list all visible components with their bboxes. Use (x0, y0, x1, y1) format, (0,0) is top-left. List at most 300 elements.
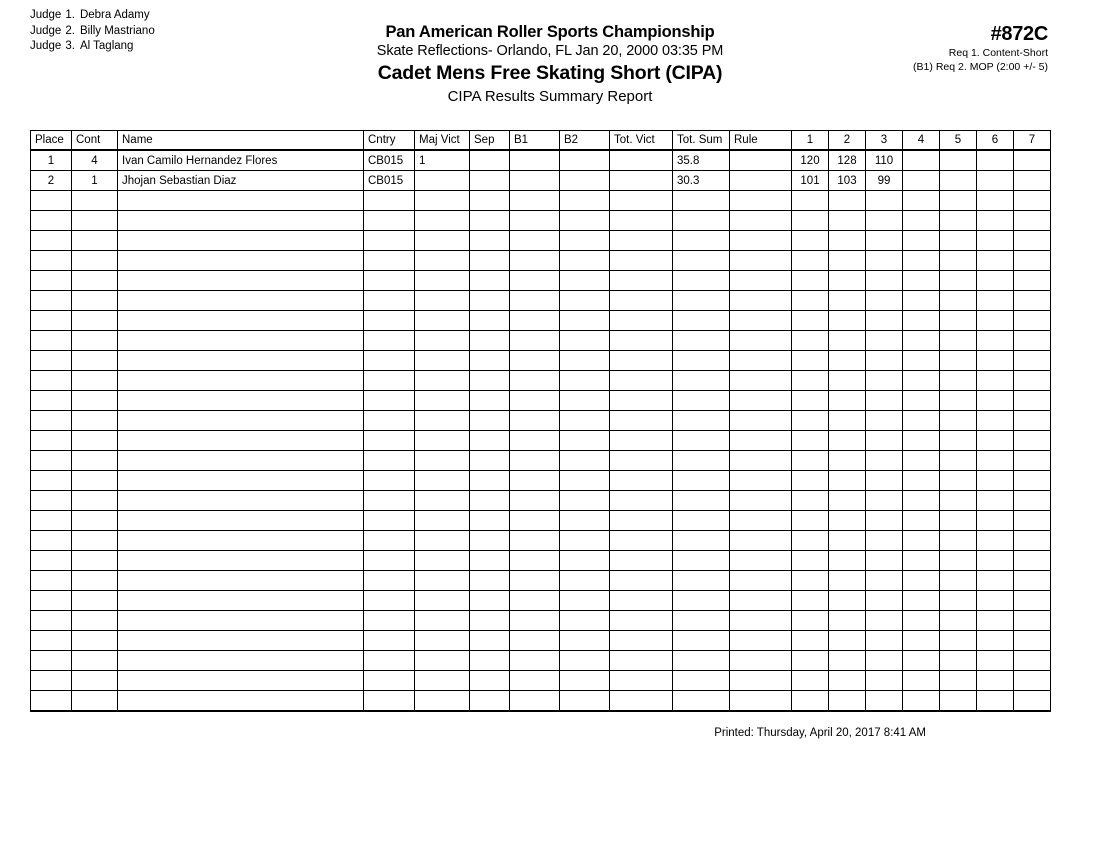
cell-empty (940, 691, 977, 712)
table-header-row (31, 131, 1051, 151)
cell-empty (792, 351, 829, 371)
cell-empty (72, 651, 118, 671)
cell-empty (118, 331, 364, 351)
cell-empty (610, 471, 673, 491)
cell-empty (31, 591, 72, 611)
cell-empty (977, 571, 1014, 591)
cell-empty (829, 231, 866, 251)
cell-empty (829, 411, 866, 431)
cell-empty (510, 351, 560, 371)
cell-empty (610, 571, 673, 591)
cell-empty (829, 291, 866, 311)
cell-empty (610, 311, 673, 331)
cell-empty (72, 631, 118, 651)
cell-sep (470, 171, 510, 191)
cell-empty (510, 631, 560, 651)
cell-empty (560, 631, 610, 651)
cell-empty (560, 311, 610, 331)
cell-empty (415, 211, 470, 231)
cell-empty (673, 391, 730, 411)
cell-empty (72, 191, 118, 211)
cell-empty (72, 591, 118, 611)
cell-empty (940, 331, 977, 351)
cell-empty (673, 631, 730, 651)
cell-empty (903, 551, 940, 571)
cell-empty (673, 331, 730, 351)
event-title: Pan American Roller Sports Championship (385, 23, 715, 41)
judge-label: Judge (30, 9, 62, 21)
cell-empty (415, 391, 470, 411)
table-row-empty (31, 471, 1051, 491)
cell-empty (829, 591, 866, 611)
venue-datetime-line: Skate Reflections- Orlando, FL Jan 20, 2000 03:35 PM (376, 43, 724, 59)
cell-empty (560, 671, 610, 691)
cell-empty (940, 471, 977, 491)
cell-empty (903, 671, 940, 691)
cell-empty (364, 651, 415, 671)
cell-empty (977, 511, 1014, 531)
cell-empty (903, 371, 940, 391)
cell-empty (1014, 431, 1051, 451)
cell-empty (72, 231, 118, 251)
cell-empty (31, 251, 72, 271)
cell-empty (903, 631, 940, 651)
cell-empty (510, 511, 560, 531)
cell-empty (940, 371, 977, 391)
cell-empty (560, 191, 610, 211)
table-row-empty (31, 691, 1051, 712)
cell-empty (673, 591, 730, 611)
cell-judge-7 (1014, 171, 1051, 191)
cell-empty (730, 471, 792, 491)
cell-empty (829, 691, 866, 712)
requirement-line (913, 60, 1048, 74)
column-header-maj-vict: Maj Vict (415, 131, 470, 151)
cell-empty (977, 291, 1014, 311)
cell-empty (364, 431, 415, 451)
cell-empty (610, 491, 673, 511)
cell-empty (510, 691, 560, 712)
cell-empty (1014, 471, 1051, 491)
cell-empty (364, 311, 415, 331)
judge-name: Debra Adamy (79, 9, 150, 21)
judge-number: 1. (65, 9, 75, 21)
cell-empty (977, 231, 1014, 251)
cell-empty (510, 371, 560, 391)
cell-empty (903, 391, 940, 411)
column-header-sep: Sep (470, 131, 510, 151)
table-row-empty (31, 651, 1051, 671)
cell-empty (730, 511, 792, 531)
cell-empty (792, 691, 829, 712)
cell-sep (470, 150, 510, 171)
cell-empty (829, 271, 866, 291)
cell-empty (560, 351, 610, 371)
cell-empty (730, 591, 792, 611)
cell-empty (730, 191, 792, 211)
cell-empty (977, 471, 1014, 491)
cell-empty (1014, 271, 1051, 291)
cell-empty (470, 511, 510, 531)
cell-b2 (560, 171, 610, 191)
cell-empty (470, 631, 510, 651)
cell-empty (866, 371, 903, 391)
cell-empty (560, 691, 610, 712)
cell-empty (673, 671, 730, 691)
cell-empty (118, 311, 364, 331)
cell-empty (510, 291, 560, 311)
cell-empty (903, 291, 940, 311)
cell-tot-sum: 30.3 (673, 171, 730, 191)
cell-empty (610, 551, 673, 571)
cell-empty (364, 331, 415, 351)
cell-empty (415, 631, 470, 651)
cell-empty (730, 311, 792, 331)
cell-empty (470, 391, 510, 411)
cell-judge-1: 120 (792, 150, 829, 171)
cell-empty (31, 231, 72, 251)
cell-empty (1014, 391, 1051, 411)
cell-empty (792, 591, 829, 611)
cell-empty (829, 191, 866, 211)
column-header-5: 5 (940, 131, 977, 151)
cell-empty (1014, 591, 1051, 611)
requirement-prefix: (B1) (913, 61, 933, 73)
requirement-text: Req 1. Content-Short (948, 47, 1048, 59)
cell-empty (866, 291, 903, 311)
cell-empty (510, 591, 560, 611)
cell-empty (673, 371, 730, 391)
cell-empty (829, 311, 866, 331)
cell-empty (118, 391, 364, 411)
cell-empty (364, 511, 415, 531)
cell-empty (1014, 531, 1051, 551)
cell-empty (118, 691, 364, 712)
cell-empty (1014, 551, 1051, 571)
cell-empty (364, 411, 415, 431)
cell-empty (364, 211, 415, 231)
cell-empty (730, 551, 792, 571)
cell-empty (364, 291, 415, 311)
cell-empty (866, 311, 903, 331)
cell-judge-6 (977, 150, 1014, 171)
column-header-cntry: Cntry (364, 131, 415, 151)
cell-empty (510, 411, 560, 431)
cell-empty (72, 671, 118, 691)
cell-empty (977, 431, 1014, 451)
cell-empty (560, 231, 610, 251)
cell-empty (72, 271, 118, 291)
cell-empty (31, 671, 72, 691)
cell-empty (415, 311, 470, 331)
cell-empty (1014, 231, 1051, 251)
cell-empty (31, 531, 72, 551)
cell-rule (730, 150, 792, 171)
cell-empty (903, 251, 940, 271)
cell-empty (72, 251, 118, 271)
cell-empty (510, 531, 560, 551)
cell-empty (977, 591, 1014, 611)
cell-name: Ivan Camilo Hernandez Flores (118, 150, 364, 171)
cell-empty (903, 231, 940, 251)
cell-empty (1014, 491, 1051, 511)
cell-tot-vict (610, 171, 673, 191)
cell-empty (470, 571, 510, 591)
cell-empty (415, 351, 470, 371)
cell-empty (977, 271, 1014, 291)
cell-empty (610, 591, 673, 611)
cell-empty (866, 451, 903, 471)
column-header-b2: B2 (560, 131, 610, 151)
cell-empty (364, 671, 415, 691)
cell-empty (72, 211, 118, 231)
cell-empty (610, 611, 673, 631)
cell-rule (730, 171, 792, 191)
cell-empty (977, 251, 1014, 271)
cell-empty (31, 471, 72, 491)
cell-empty (72, 691, 118, 712)
cell-empty (470, 411, 510, 431)
cell-empty (610, 511, 673, 531)
cell-empty (866, 471, 903, 491)
cell-empty (72, 511, 118, 531)
printed-timestamp: Printed: Thursday, April 20, 2017 8:41 AM (714, 727, 926, 739)
cell-empty (72, 491, 118, 511)
cell-empty (866, 611, 903, 631)
cell-empty (415, 371, 470, 391)
cell-empty (364, 371, 415, 391)
cell-empty (1014, 211, 1051, 231)
cell-empty (31, 291, 72, 311)
cell-empty (72, 331, 118, 351)
cell-empty (415, 271, 470, 291)
cell-empty (415, 591, 470, 611)
cell-empty (610, 271, 673, 291)
cell-empty (730, 371, 792, 391)
cell-empty (977, 391, 1014, 411)
cell-empty (510, 671, 560, 691)
cell-empty (866, 671, 903, 691)
cell-empty (866, 431, 903, 451)
table-row-empty (31, 591, 1051, 611)
cell-empty (730, 491, 792, 511)
table-row-empty (31, 311, 1051, 331)
cell-empty (673, 511, 730, 531)
cell-empty (903, 591, 940, 611)
cell-empty (792, 391, 829, 411)
cell-empty (510, 651, 560, 671)
cell-empty (470, 551, 510, 571)
cell-empty (673, 411, 730, 431)
cell-judge-3: 99 (866, 171, 903, 191)
cell-empty (560, 651, 610, 671)
column-header-3: 3 (866, 131, 903, 151)
table-row-empty (31, 211, 1051, 231)
cell-empty (364, 471, 415, 491)
cell-empty (610, 531, 673, 551)
cell-empty (673, 491, 730, 511)
cell-empty (792, 251, 829, 271)
cell-empty (940, 251, 977, 271)
cell-empty (1014, 451, 1051, 471)
cell-empty (730, 351, 792, 371)
cell-empty (470, 671, 510, 691)
cell-empty (510, 331, 560, 351)
cell-empty (829, 371, 866, 391)
cell-empty (730, 651, 792, 671)
cell-empty (1014, 571, 1051, 591)
cell-empty (118, 591, 364, 611)
cell-empty (470, 591, 510, 611)
cell-empty (560, 511, 610, 531)
cell-empty (118, 231, 364, 251)
cell-empty (792, 491, 829, 511)
table-row-empty (31, 191, 1051, 211)
cell-empty (730, 691, 792, 712)
cell-empty (829, 611, 866, 631)
cell-empty (903, 511, 940, 531)
cell-empty (510, 551, 560, 571)
column-header-cont: Cont (72, 131, 118, 151)
cell-empty (940, 511, 977, 531)
cell-empty (31, 491, 72, 511)
cell-empty (415, 251, 470, 271)
cell-empty (940, 391, 977, 411)
results-table (30, 130, 1051, 712)
cell-empty (510, 611, 560, 631)
cell-empty (829, 351, 866, 371)
cell-empty (730, 631, 792, 651)
column-header-name: Name (118, 131, 364, 151)
cell-empty (610, 431, 673, 451)
cell-empty (792, 511, 829, 531)
cell-empty (903, 411, 940, 431)
cell-empty (510, 491, 560, 511)
cell-empty (610, 631, 673, 651)
cell-empty (977, 371, 1014, 391)
cell-empty (510, 211, 560, 231)
cell-place: 2 (31, 171, 72, 191)
cell-empty (1014, 371, 1051, 391)
cell-empty (364, 231, 415, 251)
cell-empty (610, 251, 673, 271)
column-header-2: 2 (829, 131, 866, 151)
cell-empty (866, 391, 903, 411)
cell-empty (118, 371, 364, 391)
cell-empty (31, 191, 72, 211)
cell-empty (829, 671, 866, 691)
cell-empty (792, 571, 829, 591)
cell-empty (829, 331, 866, 351)
judge-label: Judge (30, 40, 62, 52)
cell-empty (903, 331, 940, 351)
cell-empty (792, 271, 829, 291)
cell-empty (31, 371, 72, 391)
cell-empty (118, 551, 364, 571)
cell-empty (118, 511, 364, 531)
cell-empty (866, 691, 903, 712)
cell-empty (560, 391, 610, 411)
cell-empty (1014, 251, 1051, 271)
judge-name: Billy Mastriano (79, 24, 155, 37)
cell-cont: 1 (72, 171, 118, 191)
cell-place: 1 (31, 150, 72, 171)
cell-empty (673, 271, 730, 291)
cell-empty (364, 551, 415, 571)
cell-empty (730, 331, 792, 351)
cell-empty (866, 551, 903, 571)
requirement-line (913, 46, 1048, 60)
table-row (31, 150, 1051, 171)
cell-empty (1014, 611, 1051, 631)
column-header-4: 4 (903, 131, 940, 151)
cell-empty (730, 431, 792, 451)
column-header-tot-vict: Tot. Vict (610, 131, 673, 151)
cell-empty (560, 531, 610, 551)
cell-empty (1014, 311, 1051, 331)
table-row-empty (31, 331, 1051, 351)
table-row-empty (31, 571, 1051, 591)
cell-empty (560, 591, 610, 611)
cell-empty (72, 351, 118, 371)
cell-empty (940, 431, 977, 451)
cell-empty (364, 571, 415, 591)
cell-empty (940, 571, 977, 591)
cell-empty (866, 271, 903, 291)
cell-empty (940, 211, 977, 231)
cell-empty (977, 191, 1014, 211)
cell-judge-6 (977, 171, 1014, 191)
table-row-empty (31, 531, 1051, 551)
report-header (240, 22, 860, 108)
cell-empty (364, 191, 415, 211)
cell-empty (940, 271, 977, 291)
cell-empty (31, 311, 72, 331)
cell-empty (940, 311, 977, 331)
cell-empty (1014, 331, 1051, 351)
cell-empty (940, 651, 977, 671)
cell-empty (415, 611, 470, 631)
cell-empty (792, 371, 829, 391)
requirements-list (913, 46, 1048, 74)
cell-empty (31, 271, 72, 291)
cell-empty (610, 231, 673, 251)
cell-empty (118, 671, 364, 691)
table-row-empty (31, 551, 1051, 571)
cell-empty (72, 371, 118, 391)
cell-empty (560, 611, 610, 631)
cell-judge-3: 110 (866, 150, 903, 171)
cell-empty (31, 691, 72, 712)
cell-empty (673, 451, 730, 471)
table-body (31, 150, 1051, 711)
table-header (31, 131, 1051, 151)
cell-empty (829, 471, 866, 491)
column-header-rule: Rule (730, 131, 792, 151)
cell-empty (1014, 691, 1051, 712)
cell-empty (792, 431, 829, 451)
cell-empty (730, 451, 792, 471)
cell-empty (415, 411, 470, 431)
cell-empty (31, 571, 72, 591)
cell-empty (1014, 511, 1051, 531)
cell-judge-2: 103 (829, 171, 866, 191)
cell-empty (415, 651, 470, 671)
cell-empty (610, 391, 673, 411)
cell-empty (673, 251, 730, 271)
cell-empty (118, 531, 364, 551)
cell-empty (673, 231, 730, 251)
